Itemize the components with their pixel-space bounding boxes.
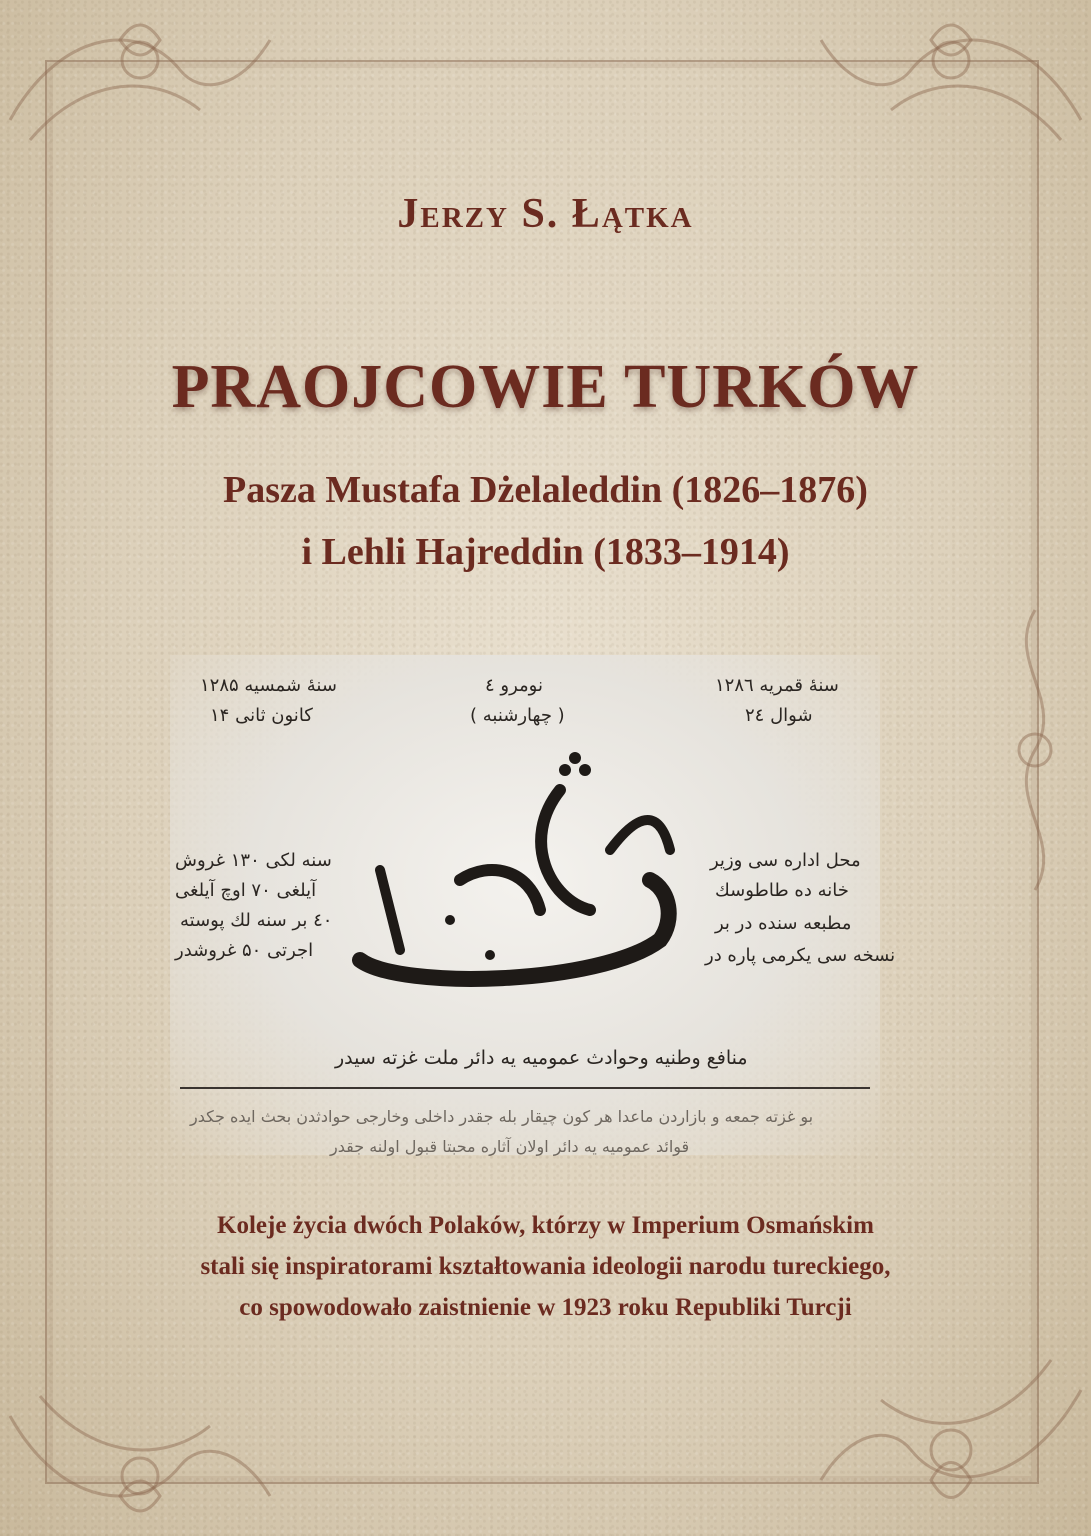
- bottom-right-ornament: [771, 1330, 1091, 1536]
- subtitle-line-2: i Lehli Hajreddin (1833–1914): [301, 531, 790, 573]
- newspaper-left-column-2: آیلغی ۷۰ اوچ آیلغی: [175, 880, 317, 901]
- newspaper-date-left-1: سنهٔ شمسیه ۱۲۸۵: [200, 675, 337, 696]
- newspaper-right-column-1: محل اداره سی وزیر: [710, 850, 861, 871]
- newspaper-right-column-3: مطبعه سنده در بر: [715, 913, 852, 934]
- newspaper-banner: منافع وطنیه وحوادث عمومیه یه دائر ملت غزته سیدر: [335, 1047, 748, 1069]
- newspaper-left-column-3: ٤۰ بر سنه لك پوسته: [180, 910, 333, 931]
- newspaper-weekday: ( چهارشنبه ): [470, 705, 565, 726]
- description-line-1: Koleje życia dwóch Polaków, którzy w Imperium Osmańskim: [217, 1212, 874, 1239]
- subtitle-line-1: Pasza Mustafa Dżelaleddin (1826–1876): [223, 469, 868, 511]
- newspaper-right-column-4: نسخه سی یکرمی پاره در: [705, 945, 896, 966]
- top-left-ornament: [0, 0, 300, 160]
- newspaper-footer-1: بو غزته جمعه و بازاردن ماعدا هر کون چیقار بله جقدر داخلی وخارجی حوادثدن بحث ایده جکدر: [190, 1107, 814, 1126]
- newspaper-issue-number: نومرو ٤: [485, 675, 543, 696]
- book-title: PRAOJCOWIE TURKÓW: [171, 353, 920, 421]
- newspaper-rule: [180, 1087, 870, 1089]
- newspaper-footer-2: قوائد عمومیه یه دائر اولان آثاره محبتا قبول اولنه جقدر: [330, 1137, 690, 1156]
- description-line-3: co spowodowało zaistnienie w 1923 roku Republiki Turcji: [239, 1294, 852, 1321]
- newspaper-date-left-2: کانون ثانی ۱۴: [210, 705, 313, 726]
- right-side-ornament: [985, 600, 1085, 900]
- newspaper-date-right-1: سنهٔ قمریه ۱۲۸٦: [715, 675, 839, 696]
- bottom-left-ornament: [0, 1376, 320, 1536]
- newspaper-masthead-calligraphy: [340, 750, 700, 1010]
- description-line-2: stali się inspiratorami kształtowania ideologii narodu tureckiego,: [200, 1253, 891, 1280]
- newspaper-left-column-1: سنه لکی ۱۳۰ غروش: [175, 850, 332, 871]
- newspaper-date-right-2: شوال ۲٤: [745, 705, 813, 726]
- newspaper-right-column-2: خانه ده طاطوسك: [715, 880, 849, 901]
- newspaper-left-column-4: اجرتی ۵۰ غروشدر: [175, 940, 314, 961]
- top-right-ornament: [791, 0, 1091, 160]
- author-name: Jerzy S. Łątka: [397, 191, 694, 237]
- book-description: [0, 1205, 1091, 1328]
- ottoman-newspaper-image: [170, 655, 896, 1156]
